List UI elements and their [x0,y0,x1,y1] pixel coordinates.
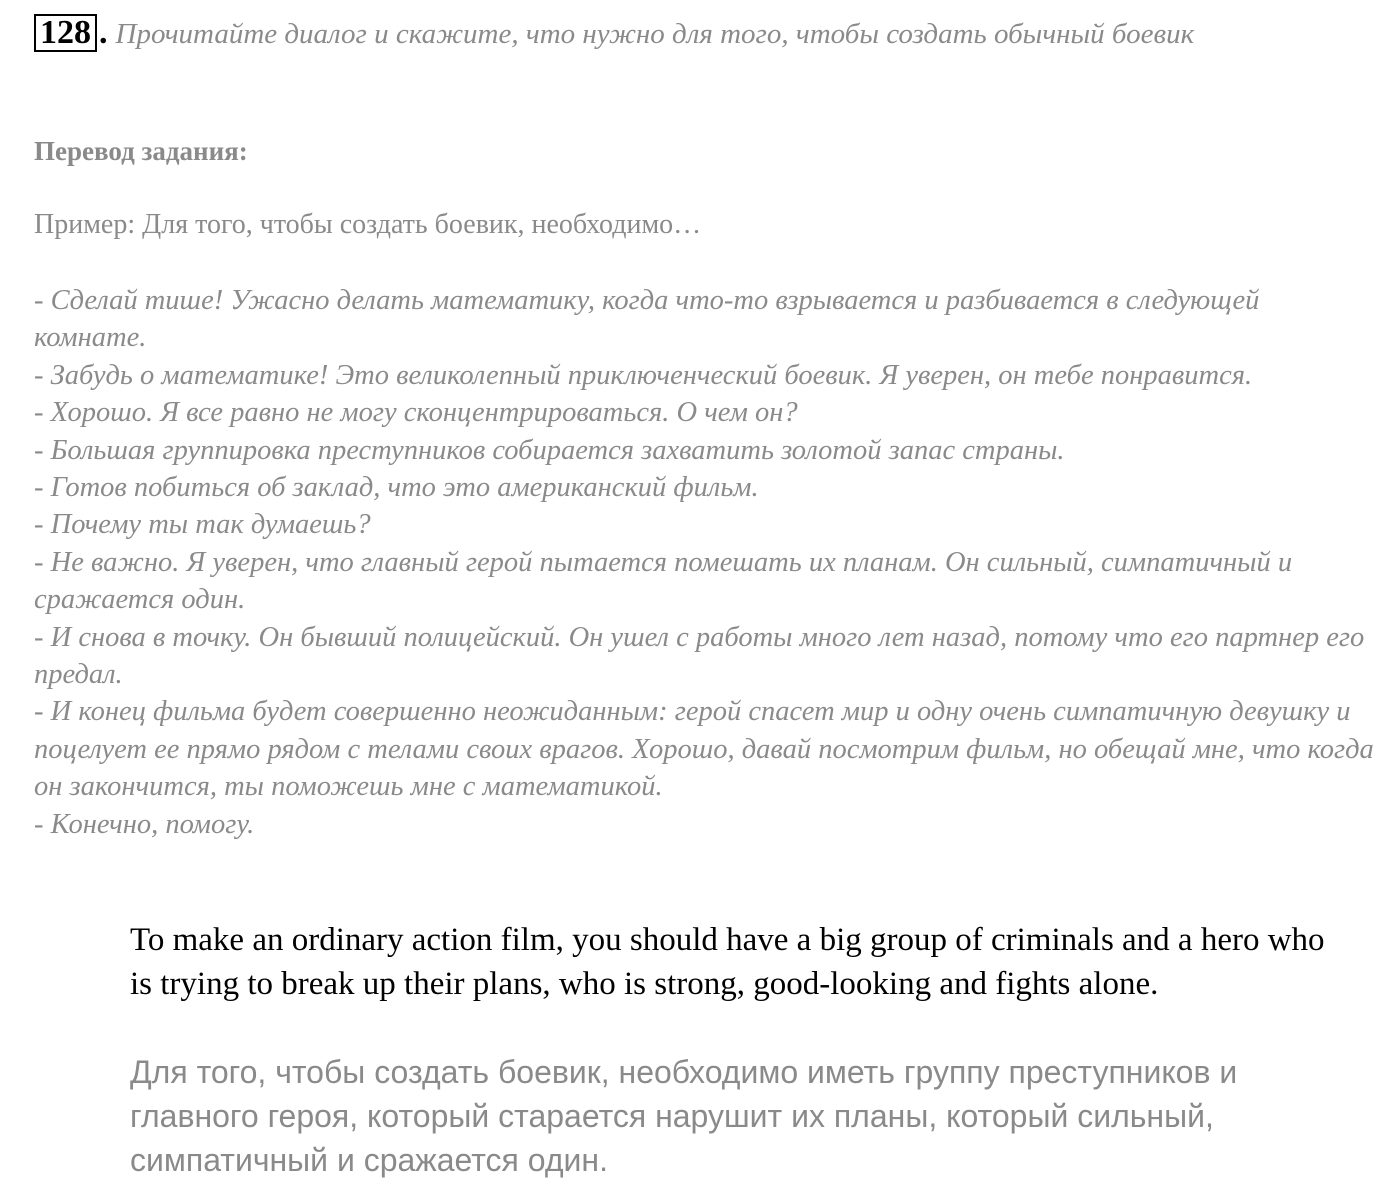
dialog [34,282,1374,843]
task-instruction: Прочитайте диалог и скажите, что нужно для того, чтобы создать обычный боевик [115,18,1195,50]
dialog-line: - Готов побиться об заклад, что это американский фильм. [34,472,759,504]
dialog-line: - Хорошо. Я все равно не могу сконцентрироваться. О чем он? [34,397,798,429]
dialog-line: - Конечно, помогу. [34,808,255,840]
dialog-line: - Большая группировка преступников собирается захватить золотой запас страны. [34,434,1065,466]
task-number: 128 [34,14,97,52]
dialog-line: - Почему ты так думаешь? [34,509,371,541]
task-header [34,14,1354,53]
dialog-line: - Не важно. Я уверен, что главный герой пытается помешать их планам. Он сильный, симпатичный и сражается один. [34,546,1293,616]
task-number-dot: . [99,14,108,51]
dialog-line: - Сделай тише! Ужасно делать математику, когда что-то взрывается и разбивается в следующей комнате. [34,285,1260,354]
dialog-line: - И снова в точку. Он бывший полицейский. Он ушел с работы много лет назад, потому что его партнер его предал. [34,621,1365,691]
dialog-line: - И конец фильма будет совершенно неожиданным: герой спасет мир и одну очень симпатичную девушку и поцелует ее прямо рядом с телами своих врагов. Хорошо, давай посмотрим фильм, но обещай мне, что когда он закончится, ты поможешь мне с математикой. [34,696,1374,803]
example-line: Пример: Для того, чтобы создать боевик, необходимо… [34,209,702,240]
translation-heading: Перевод задания: [34,136,248,166]
answer-english: To make an ordinary action film, you should have a big group of criminals and a hero who is trying to break up their plans, who is strong, good-looking and fights alone. [130,922,1325,1002]
dialog-line: - Забудь о математике! Это великолепный приключенческий боевик. Я уверен, он тебе понравится. [34,359,1253,391]
answer-russian: Для того, чтобы создать боевик, необходимо иметь группу преступников и главного героя, который старается нарушит их планы, который сильный, симпатичный и сражается один. [130,1054,1238,1178]
